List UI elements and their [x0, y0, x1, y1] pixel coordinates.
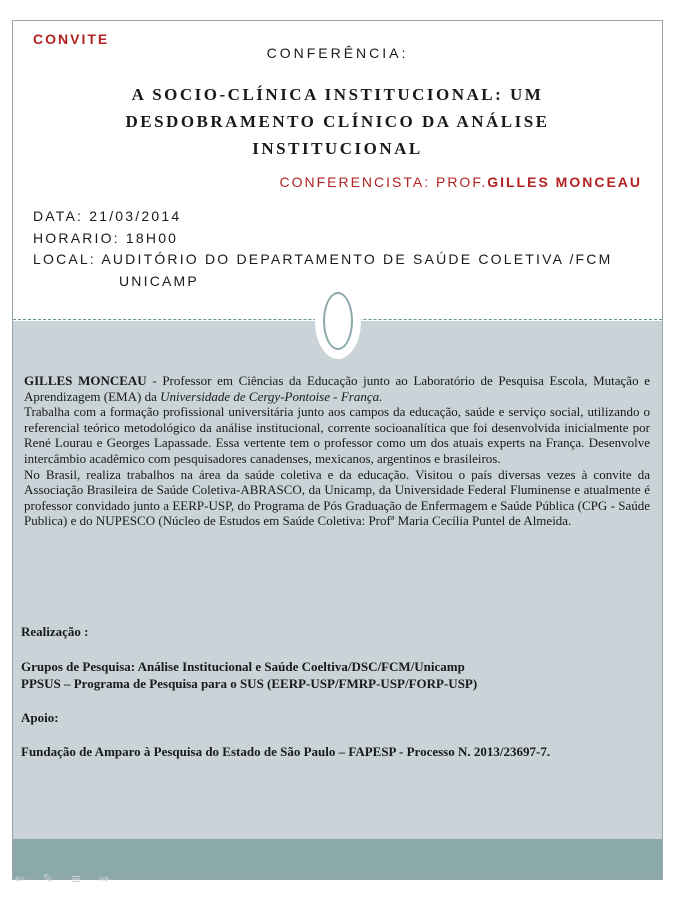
event-time: HORARIO: 18H00 — [33, 229, 179, 246]
bio-university: Universidade de Cergy-Pontoise - França. — [160, 388, 383, 404]
bio-name: GILLES MONCEAU — [24, 373, 147, 388]
apoio-label: Apoio: — [21, 710, 59, 725]
slide-navigation — [12, 872, 112, 887]
event-details — [33, 206, 612, 292]
speaker-line — [279, 174, 642, 190]
research-group-1: Grupos de Pesquisa: Análise Institucional e Saúde Coeltiva/DSC/FCM/Unicamp — [21, 659, 465, 674]
arrow-right-icon[interactable]: ⇒ — [98, 872, 110, 887]
menu-icon[interactable]: ≡ — [70, 872, 82, 887]
speaker-name: GILLES MONCEAU — [487, 174, 642, 190]
pen-icon[interactable]: ✎ — [42, 872, 54, 887]
slide — [12, 20, 663, 880]
conference-label: CONFERÊNCIA: — [266, 45, 409, 61]
speaker-bio — [24, 373, 650, 529]
bio-paragraph-3: No Brasil, realiza trabalhos na área da saúde coletiva e da educação. Visitou o país diversas vezes à convite da Associação Brasileira de Saúde Coletiva-ABRASCO, da Unicamp, da Universidade Federal Fluminense e atualmente é professor convidado junto a EERP-USP, do Programa de Pós Graduação de Enfermagem e Saúde Pública (CPG - Saúde Publica) e do NUPESCO (Núcleo de Estudos em Saúde Coletiva: Profª Maria Cecília Puntel de Almeida. — [24, 466, 650, 529]
research-group-2: PPSUS – Programa de Pesquisa para o SUS (EERP-USP/FMRP-USP/FORP-USP) — [21, 676, 478, 691]
bio-p1-text: - Professor em Ciências da Educação junto ao Laboratório de Pesquisa Escola, Mutação e Aprendizagem (EMA) da — [24, 373, 650, 404]
event-location: LOCAL: AUDITÓRIO DO DEPARTAMENTO DE SAÚDE COLETIVA /FCM — [33, 251, 613, 267]
realizacao-label: Realização : — [21, 624, 89, 639]
bio-paragraph-2: Trabalha com a formação profissional universitária junto aos campos da educação, saúde e serviço social, utilizando o referencial teórico metodológico da análise institucional, corrente socioanalítica que foi desenvolvida inicialmente por René Lourau e Georges Lapassade. Essa vertente tem o professor como um dos atuais experts na França. Desenvolve intercâmbio acadêmico com pesquisadores canadenses, mexicanos, argentinos e brasileiros. — [24, 404, 650, 466]
divider-ornament — [315, 283, 361, 359]
sponsor: Fundação de Amparo à Pesquisa do Estado de São Paulo – FAPESP - Processo N. 2013/23697-7. — [21, 744, 551, 759]
arrow-left-icon[interactable]: ⇐ — [14, 872, 26, 887]
invite-label: CONVITE — [33, 31, 110, 47]
oval-ornament-icon — [323, 292, 353, 350]
speaker-prefix: CONFERENCISTA: PROF. — [279, 174, 488, 190]
header-section — [13, 21, 662, 321]
credits — [21, 623, 651, 760]
event-date: DATA: 21/03/2014 — [33, 208, 182, 224]
conference-title: A SOCIO-CLÍNICA INSTITUCIONAL: UM DESDOBRAMENTO CLÍNICO DA ANÁLISE INSTITUCIONAL — [125, 85, 550, 158]
event-location-cont: UNICAMP — [119, 272, 199, 289]
bio-paragraph-1 — [24, 373, 650, 404]
